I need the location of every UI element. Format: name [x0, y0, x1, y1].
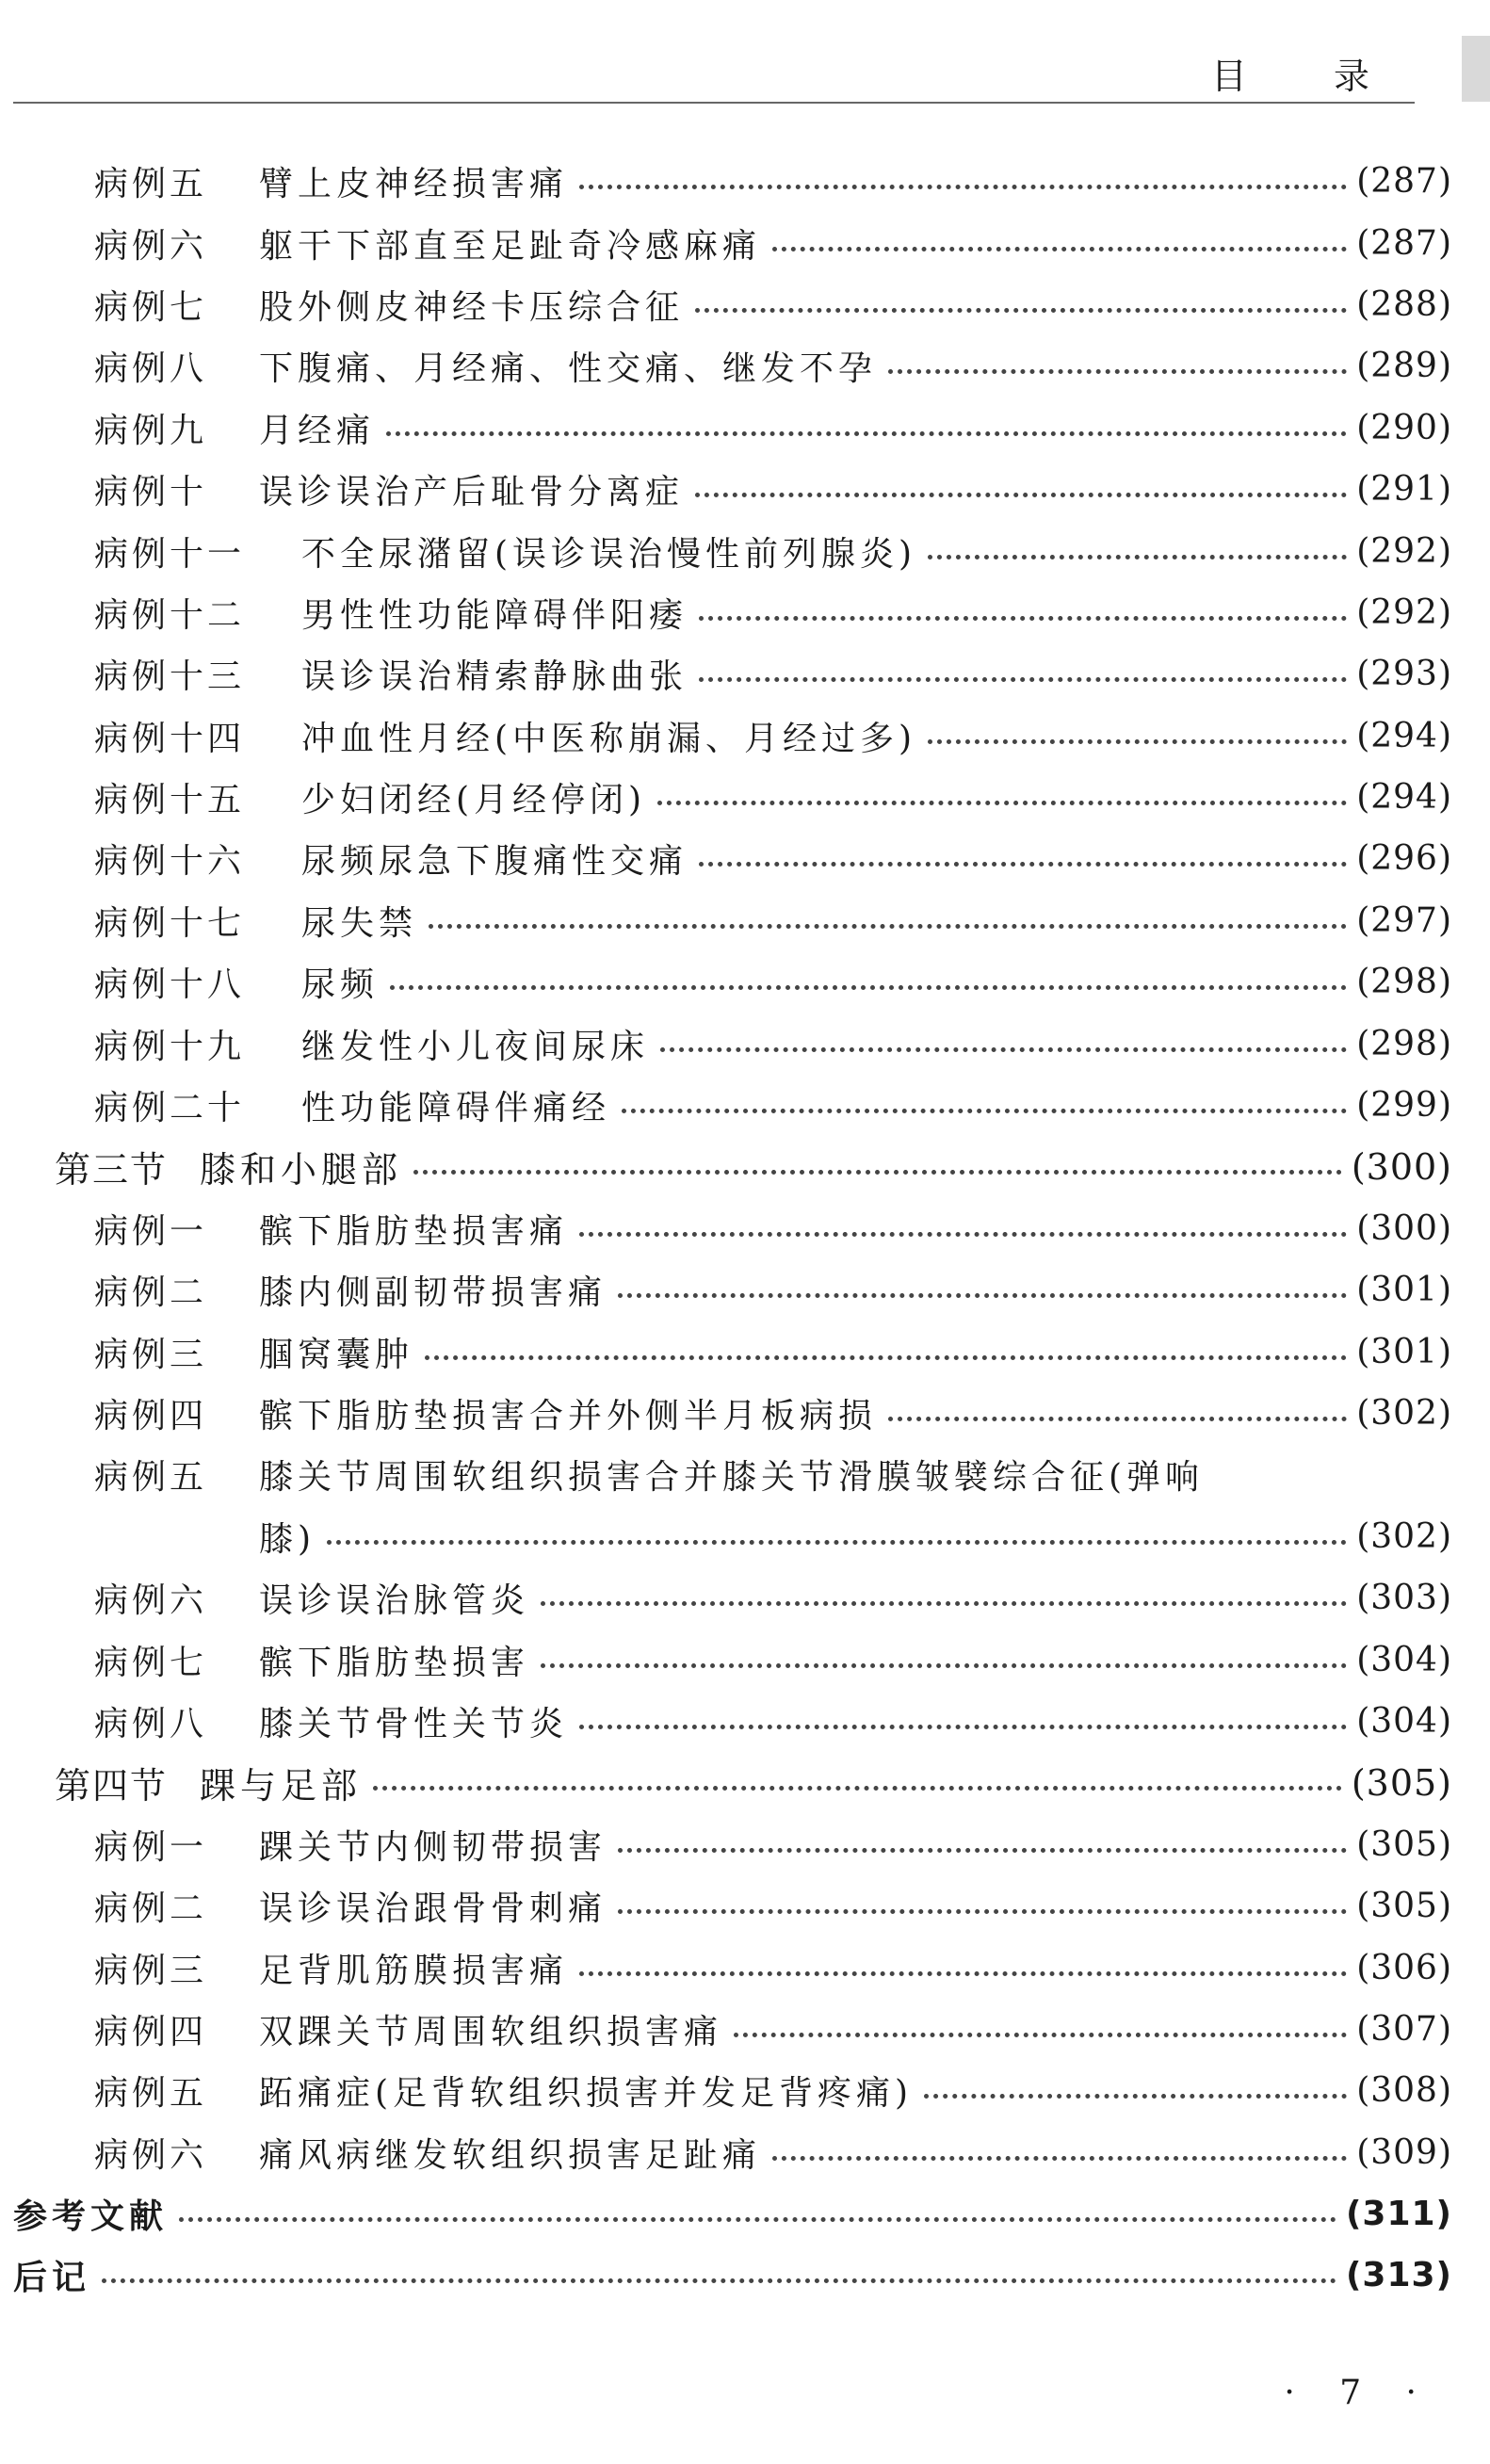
toc-entry[interactable] [0, 1506, 1490, 1567]
toc-entry-number: 病例七 [94, 1643, 208, 1682]
toc-entry[interactable] [0, 520, 1490, 581]
toc-entry-title: 继发性小儿夜间尿床 [301, 1027, 650, 1066]
toc-entry[interactable] [0, 890, 1490, 951]
dot-leader [579, 1232, 1347, 1237]
toc-entry[interactable] [0, 1321, 1490, 1382]
toc-section-entry[interactable] [0, 1752, 1490, 1813]
toc-entry-number: 病例三 [94, 1951, 208, 1990]
toc-entry-number: 病例十四 [94, 719, 246, 758]
toc-entry[interactable] [0, 643, 1490, 705]
toc-entry-title: 尿失禁 [301, 903, 418, 943]
dot-leader [699, 616, 1347, 621]
toc-entry[interactable] [0, 1999, 1490, 2060]
toc-entry-page: (294) [1356, 716, 1452, 755]
dot-leader [660, 1047, 1347, 1052]
dot-leader [618, 1293, 1347, 1298]
toc-entry-page: (288) [1356, 284, 1452, 324]
toc-top-entry[interactable] [0, 2245, 1490, 2306]
toc-entry-number: 病例十二 [94, 595, 246, 635]
toc-entry-number: 病例二 [94, 1273, 208, 1313]
dot-leader [772, 247, 1347, 251]
table-of-contents [0, 151, 1490, 2307]
dot-leader [429, 924, 1347, 929]
toc-entry-page: (289) [1356, 347, 1452, 386]
dot-leader [618, 1909, 1347, 1914]
dot-leader [579, 1971, 1347, 1976]
toc-entry-title: 膝内侧副韧带损害痛 [259, 1273, 607, 1313]
toc-entry-title: 后记 [13, 2259, 91, 2298]
toc-entry-page: (304) [1356, 1640, 1452, 1679]
dot-leader [695, 308, 1347, 313]
toc-entry[interactable] [0, 1567, 1490, 1629]
dot-leader [373, 1786, 1342, 1791]
toc-entry-title: 月经痛 [259, 411, 376, 450]
toc-entry-page: (298) [1356, 1024, 1452, 1063]
toc-entry[interactable] [0, 1259, 1490, 1321]
toc-entry-number: 病例八 [94, 349, 208, 389]
dot-leader [622, 1109, 1347, 1113]
toc-entry[interactable] [0, 459, 1490, 520]
toc-entry-title: 男性性功能障碍伴阳痿 [301, 595, 688, 635]
dot-leader [772, 2156, 1347, 2161]
toc-entry-page: (301) [1356, 1271, 1452, 1310]
toc-entry-page: (292) [1356, 531, 1452, 571]
toc-entry-page: (300) [1351, 1145, 1452, 1188]
toc-entry-number: 病例十一 [94, 534, 246, 574]
toc-entry-title: 踝关节内侧韧带损害 [259, 1827, 607, 1867]
toc-entry[interactable] [0, 2122, 1490, 2183]
running-header: 目 录 [1210, 56, 1407, 97]
toc-entry-number: 病例十三 [94, 657, 246, 697]
toc-entry[interactable] [0, 1198, 1490, 1259]
toc-entry-number: 病例六 [94, 2135, 208, 2175]
toc-entry-page: (313) [1345, 2256, 1452, 2295]
toc-entry-title: 足背肌筋膜损害痛 [259, 1951, 569, 1990]
toc-entry-title: 冲血性月经(中医称崩漏、月经过多) [301, 719, 917, 758]
toc-entry-number: 病例十八 [94, 965, 246, 1005]
toc-entry-number: 病例十五 [94, 781, 246, 820]
toc-entry[interactable] [0, 1875, 1490, 1937]
toc-entry-page: (292) [1356, 592, 1452, 632]
toc-entry-number: 病例六 [94, 1581, 208, 1621]
toc-entry-title: 髌下脂肪垫损害合并外侧半月板病损 [259, 1397, 878, 1435]
toc-entry-title: 尿频 [301, 965, 380, 1005]
dot-leader [579, 1725, 1347, 1729]
toc-entry-title: 误诊误治精索静脉曲张 [301, 657, 688, 697]
toc-entry[interactable] [0, 705, 1490, 767]
toc-entry[interactable] [0, 2060, 1490, 2121]
toc-entry[interactable] [0, 828, 1490, 889]
toc-entry-page: (304) [1356, 1701, 1452, 1741]
dot-leader [413, 1170, 1342, 1175]
toc-entry-number: 第三节 [55, 1149, 169, 1191]
toc-entry-number: 病例五 [94, 165, 208, 204]
toc-entry-page: (294) [1356, 778, 1452, 818]
toc-top-entry[interactable] [0, 2183, 1490, 2245]
toc-entry[interactable] [0, 335, 1490, 397]
toc-entry-title: 膝关节周围软组织损害合并膝关节滑膜皱襞综合征(弹响 [259, 1458, 1205, 1498]
dot-leader [327, 1540, 1347, 1545]
toc-entry-number: 病例九 [94, 411, 208, 450]
toc-section-entry[interactable] [0, 1136, 1490, 1197]
toc-entry-page: (311) [1345, 2195, 1452, 2234]
toc-entry-page: (302) [1356, 1394, 1452, 1433]
toc-entry-title: 腘窝囊肿 [259, 1335, 414, 1374]
toc-entry-page: (301) [1356, 1332, 1452, 1371]
toc-entry-number: 第四节 [55, 1765, 169, 1807]
dot-leader [699, 677, 1347, 682]
toc-entry-page: (305) [1356, 1824, 1452, 1864]
toc-entry-number: 病例七 [94, 287, 208, 327]
toc-entry-number: 病例十七 [94, 903, 246, 943]
toc-entry-number: 病例五 [94, 1458, 208, 1498]
toc-entry-page: (307) [1356, 2009, 1452, 2049]
dot-leader [695, 493, 1347, 497]
toc-entry[interactable] [0, 1075, 1490, 1136]
toc-entry[interactable] [0, 1383, 1490, 1444]
toc-entry-number: 病例四 [94, 1397, 208, 1435]
toc-entry-page: (299) [1356, 1086, 1452, 1126]
toc-entry[interactable] [0, 1691, 1490, 1752]
dot-leader [179, 2217, 1336, 2222]
toc-entry-title: 股外侧皮神经卡压综合征 [259, 287, 685, 327]
page-number: · 7 · [1284, 2374, 1433, 2412]
toc-entry-title: 髌下脂肪垫损害痛 [259, 1211, 569, 1251]
toc-entry[interactable] [0, 212, 1490, 273]
toc-entry-title: 误诊误治脉管炎 [259, 1581, 530, 1621]
toc-entry-page: (302) [1356, 1516, 1452, 1556]
toc-entry-page: (300) [1356, 1208, 1452, 1248]
toc-entry-number: 病例二十 [94, 1089, 246, 1128]
dot-leader [657, 801, 1347, 805]
toc-entry-number: 病例十 [94, 473, 208, 512]
thumb-tab [1462, 36, 1490, 102]
toc-entry[interactable] [0, 397, 1490, 459]
toc-entry-page: (291) [1356, 470, 1452, 510]
toc-entry-title: 臂上皮神经损害痛 [259, 165, 569, 204]
dot-leader [888, 1417, 1347, 1421]
toc-entry[interactable] [0, 1814, 1490, 1875]
toc-entry[interactable] [0, 1444, 1490, 1505]
toc-entry-title: 误诊误治产后耻骨分离症 [259, 473, 685, 512]
dot-leader [888, 369, 1347, 374]
toc-entry-number: 病例一 [94, 1827, 208, 1867]
dot-leader [924, 2094, 1347, 2099]
toc-entry-title: 膝) [259, 1519, 316, 1559]
toc-entry[interactable] [0, 1013, 1490, 1074]
toc-entry-page: (297) [1356, 900, 1452, 940]
toc-entry-title: 参考文献 [13, 2197, 169, 2237]
toc-entry-title: 下腹痛、月经痛、性交痛、继发不孕 [259, 349, 878, 389]
dot-leader [541, 1601, 1347, 1606]
dot-leader [390, 985, 1347, 990]
toc-entry-page: (306) [1356, 1948, 1452, 1987]
toc-entry[interactable] [0, 1937, 1490, 1998]
toc-entry-page: (290) [1356, 408, 1452, 447]
dot-leader [386, 431, 1347, 436]
toc-entry-page: (308) [1356, 2071, 1452, 2111]
toc-entry-page: (305) [1356, 1887, 1452, 1926]
toc-entry-title: 髌下脂肪垫损害 [259, 1643, 530, 1682]
dot-leader [699, 862, 1347, 867]
toc-entry-number: 病例六 [94, 226, 208, 266]
toc-entry-title: 膝和小腿部 [200, 1149, 403, 1191]
dot-leader [102, 2278, 1336, 2283]
toc-entry-title: 性功能障碍伴痛经 [301, 1089, 611, 1128]
toc-entry-page: (296) [1356, 839, 1452, 879]
toc-entry-page: (293) [1356, 655, 1452, 694]
toc-entry-page: (303) [1356, 1579, 1452, 1618]
toc-entry-title: 膝关节骨性关节炎 [259, 1704, 569, 1743]
dot-leader [579, 185, 1347, 189]
toc-entry-title: 少妇闭经(月经停闭) [301, 781, 647, 820]
toc-entry[interactable] [0, 1629, 1490, 1690]
toc-entry-page: (298) [1356, 963, 1452, 1002]
toc-entry[interactable] [0, 951, 1490, 1013]
toc-entry-number: 病例二 [94, 1889, 208, 1929]
dot-leader [928, 555, 1347, 559]
toc-entry-number: 病例三 [94, 1335, 208, 1374]
toc-entry-title: 误诊误治跟骨骨刺痛 [259, 1889, 607, 1929]
toc-entry-title: 跖痛症(足背软组织损害并发足背疼痛) [259, 2074, 914, 2114]
dot-leader [425, 1355, 1347, 1360]
toc-entry-title: 尿频尿急下腹痛性交痛 [301, 842, 688, 882]
toc-entry-number: 病例四 [94, 2012, 208, 2051]
toc-entry[interactable] [0, 582, 1490, 643]
toc-entry-number: 病例五 [94, 2074, 208, 2114]
toc-entry-number: 病例一 [94, 1211, 208, 1251]
toc-entry-page: (287) [1356, 223, 1452, 263]
toc-entry-title: 双踝关节周围软组织损害痛 [259, 2012, 723, 2051]
header-rule [13, 102, 1415, 104]
toc-entry-title: 躯干下部直至足趾奇冷感麻痛 [259, 226, 762, 266]
toc-entry-number: 病例八 [94, 1704, 208, 1743]
toc-entry-page: (309) [1356, 2132, 1452, 2172]
dot-leader [734, 2033, 1347, 2037]
toc-entry[interactable] [0, 274, 1490, 335]
toc-entry[interactable] [0, 767, 1490, 828]
toc-entry-page: (305) [1351, 1761, 1452, 1804]
toc-entry[interactable] [0, 151, 1490, 212]
toc-entry-page: (287) [1356, 162, 1452, 202]
toc-entry-title: 不全尿潴留(误诊误治慢性前列腺炎) [301, 534, 917, 574]
dot-leader [541, 1663, 1347, 1668]
toc-entry-title: 痛风病继发软组织损害足趾痛 [259, 2135, 762, 2175]
toc-entry-title: 踝与足部 [200, 1765, 363, 1807]
toc-entry-number: 病例十九 [94, 1027, 246, 1066]
dot-leader [618, 1848, 1347, 1853]
toc-entry-number: 病例十六 [94, 842, 246, 882]
dot-leader [928, 739, 1347, 744]
